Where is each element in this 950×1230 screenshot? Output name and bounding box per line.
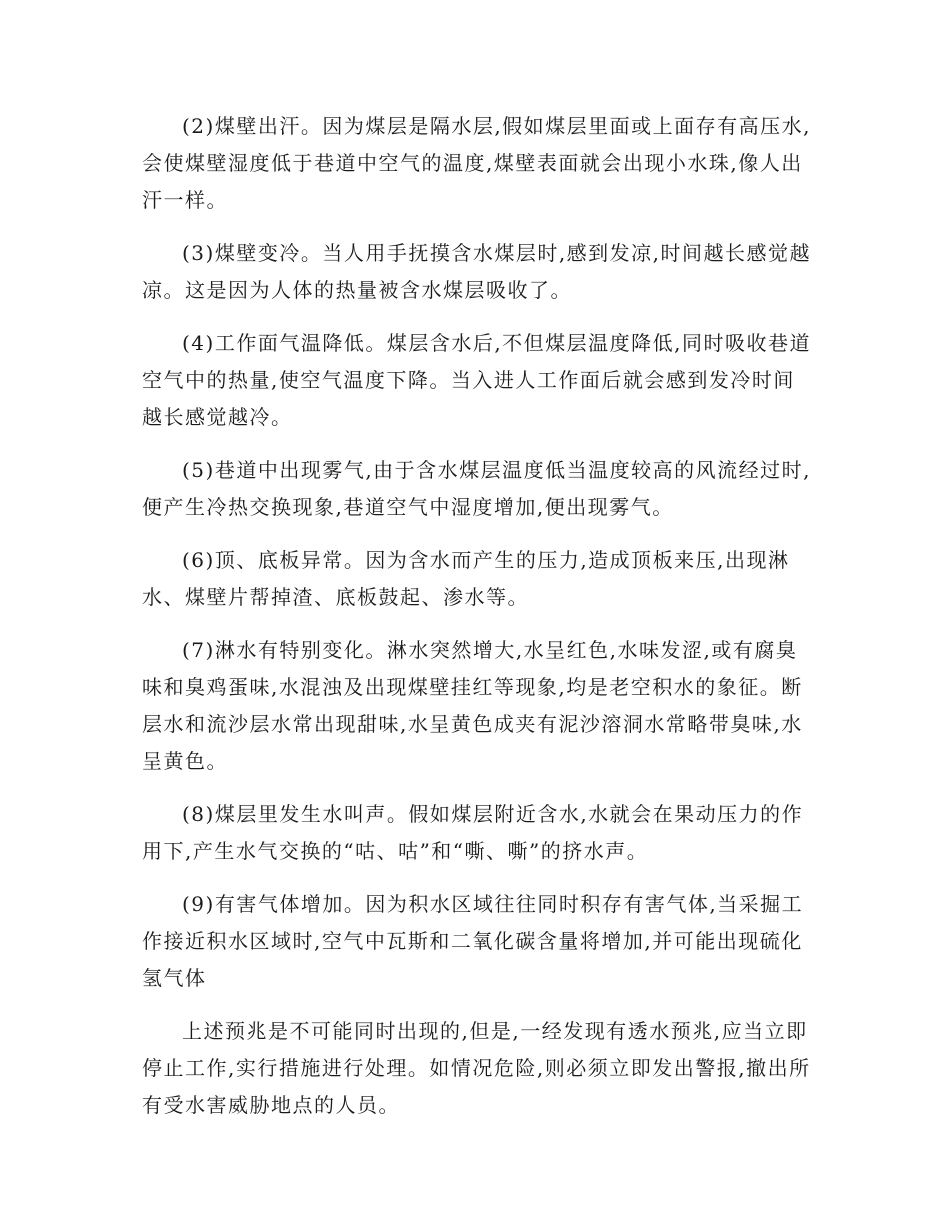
paragraph-sign-6-roof-floor-abnormal: (6)顶、底板异常。因为含水而产生的压力,造成顶板来压,出现淋水、煤壁片帮掉渣、底板鼓起、渗水等。 bbox=[142, 548, 790, 609]
paragraph-sign-2-coal-wall-sweating: (2)煤壁出汗。因为煤层是隔水层,假如煤层里面或上面存有高压水,会使煤壁湿度低于巷道中空气的温度,煤壁表面就会出现小水珠,像人出汗一样。 bbox=[142, 114, 812, 212]
paragraph-sign-9-harmful-gas-increase: (9)有害气体增加。因为积水区域往往同时积存有害气体,当采掘工作接近积水区域时,空气中瓦斯和二氧化碳含量将增加,并可能出现硫化氢气体 bbox=[142, 892, 804, 990]
paragraph-sign-8-water-noise: (8)煤层里发生水叫声。假如煤层附近含水,水就会在果动压力的作用下,产生水气交换的“咕、咕”和“嘶、嘶”的挤水声。 bbox=[142, 802, 804, 863]
paragraph-sign-5-fog-in-roadway: (5)巷道中出现雾气,由于含水煤层温度低当温度较高的风流经过时,便产生冷热交换现象,巷道空气中湿度增加,便出现雾气。 bbox=[142, 458, 812, 519]
paragraph-conclusion: 上述预兆是不可能同时出现的,但是,一经发现有透水预兆,应当立即停止工作,实行措施进行处理。如情况危险,则必须立即发出警报,撤出所有受水害威胁地点的人员。 bbox=[142, 1019, 811, 1117]
paragraph-sign-3-coal-wall-cold: (3)煤壁变冷。当人用手抚摸含水煤层时,感到发凉,时间越长感觉越凉。这是因为人体的热量被含水煤层吸收了。 bbox=[142, 241, 812, 302]
paragraph-sign-7-dripping-water-change: (7)淋水有特别变化。淋水突然增大,水呈红色,水味发涩,或有腐臭味和臭鸡蛋味,水混浊及出现煤壁挂红等现象,均是老空积水的象征。断层水和流沙层水常出现甜味,水呈黄色成夹有泥沙溶洞水常略带臭味,水呈黄色。 bbox=[142, 638, 803, 773]
document-body bbox=[142, 108, 814, 1140]
paragraph-sign-4-face-temperature-drop: (4)工作面气温降低。煤层含水后,不但煤层温度降低,同时吸收巷道空气中的热量,使空气温度下降。当入进人工作面后就会感到发冷时间越长感觉越冷。 bbox=[142, 331, 812, 429]
